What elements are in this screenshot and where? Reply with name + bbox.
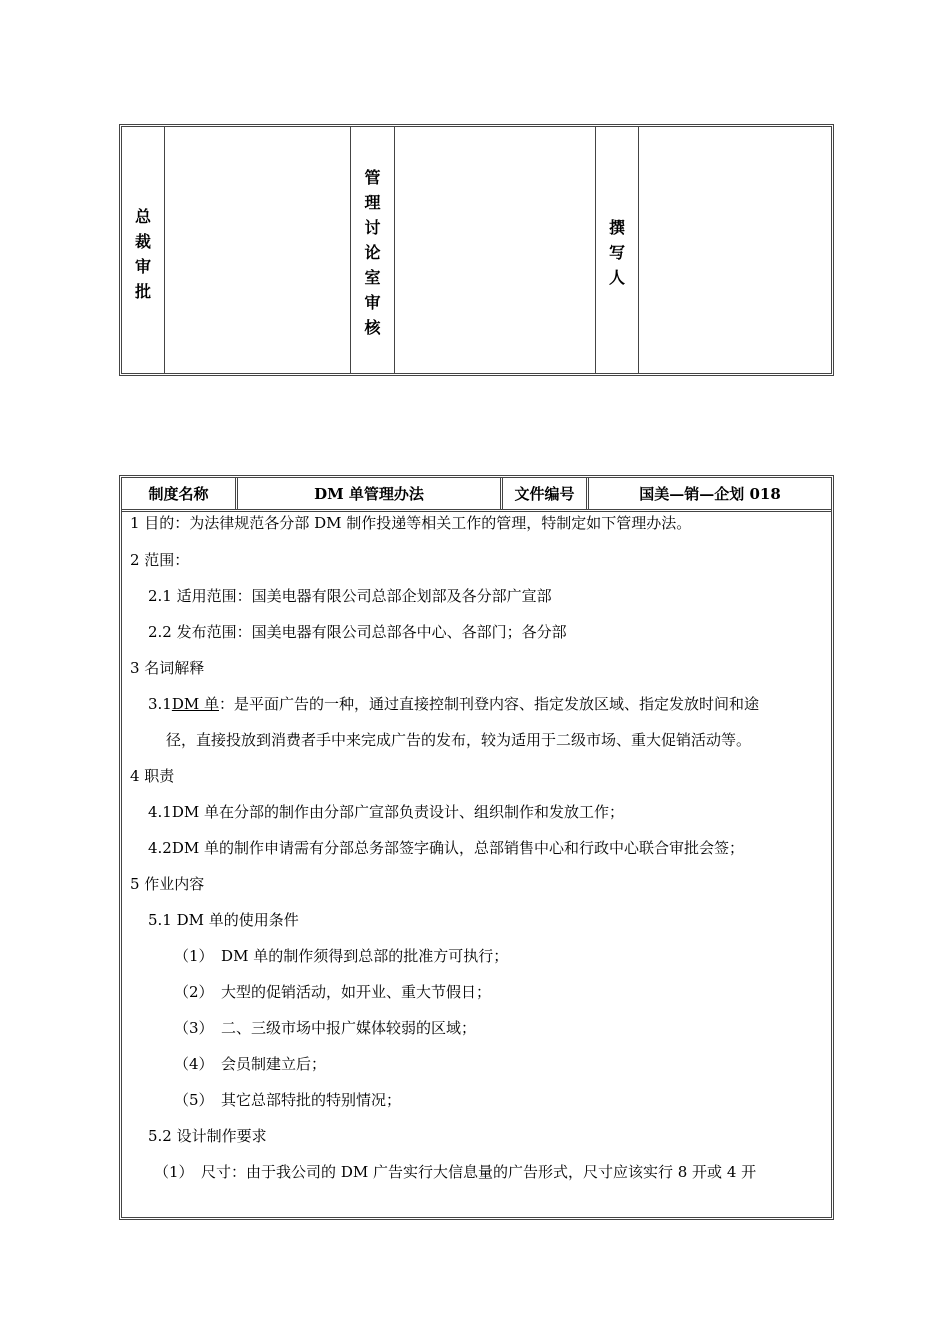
usage-condition-3: （3） 二、三级市场中报广媒体较弱的区域； — [174, 1019, 477, 1037]
policy-name-value: DM 单管理办法 — [238, 478, 503, 509]
section-terms-heading: 3 名词解释 — [130, 659, 205, 677]
usage-condition-4: （4） 会员制建立后； — [174, 1055, 327, 1073]
policy-name-label: 制度名称 — [122, 478, 238, 509]
president-approval-label: 总 裁 审 批 — [134, 207, 151, 301]
approval-label-cell-president — [122, 127, 165, 373]
section-duty-4-1: 4.1DM 单在分部的制作由分部广宣部负责设计、组织制作和发放工作； — [148, 803, 625, 821]
usage-condition-5: （5） 其它总部特批的特别情况； — [174, 1091, 402, 1109]
section-scope-applicable: 2.1 适用范围：国美电器有限公司总部企划部及各分部广宣部 — [148, 587, 552, 605]
section-work-heading: 5 作业内容 — [130, 875, 205, 893]
section-usage-conditions-heading: 5.1 DM 单的使用条件 — [148, 911, 299, 929]
section-design-requirements-heading: 5.2 设计制作要求 — [148, 1127, 267, 1145]
approval-label-cell-author — [596, 127, 639, 373]
usage-condition-1: （1） DM 单的制作须得到总部的批准方可执行； — [174, 947, 509, 965]
section-term-dm-definition: 3.1DM 单：是平面广告的一种，通过直接控制刊登内容、指定发放区域、指定发放时间和途 — [148, 695, 760, 713]
section-purpose: 1 目的：为法律规范各分部 DM 制作投递等相关工作的管理，特制定如下管理办法。 — [130, 514, 692, 532]
document-code-label: 文件编号 — [503, 478, 589, 509]
section-duties-heading: 4 职责 — [130, 767, 175, 785]
approval-label-cell-management — [351, 127, 395, 373]
management-review-field[interactable] — [395, 127, 596, 373]
approval-table — [119, 124, 834, 376]
document-code-value: 国美—销—企划 018 — [639, 485, 781, 503]
policy-document-table — [119, 475, 834, 1220]
author-label: 撰 写 人 — [608, 218, 625, 287]
design-requirement-1: （1） 尺寸：由于我公司的 DM 广告实行大信息量的广告形式，尺寸应该实行 8 开或 4 开 — [154, 1163, 757, 1181]
management-review-label: 管 理 讨 论 室 审 核 — [364, 168, 381, 337]
section-scope-heading: 2 范围： — [130, 551, 190, 569]
usage-condition-2: （2） 大型的促销活动，如开业、重大节假日； — [174, 983, 492, 1001]
section-duty-4-2: 4.2DM 单的制作申请需有分部总务部签字确认，总部销售中心和行政中心联合审批会签； — [148, 839, 745, 857]
section-scope-publish: 2.2 发布范围：国美电器有限公司总部各中心、各部门；各分部 — [148, 623, 567, 641]
president-approval-field[interactable] — [165, 127, 351, 373]
document-header-row — [122, 478, 831, 512]
section-term-dm-definition-cont: 径，直接投放到消费者手中来完成广告的发布，较为适用于二级市场、重大促销活动等。 — [166, 731, 752, 749]
dm-term-underlined: DM 单 — [171, 695, 220, 713]
author-field[interactable] — [639, 127, 831, 373]
